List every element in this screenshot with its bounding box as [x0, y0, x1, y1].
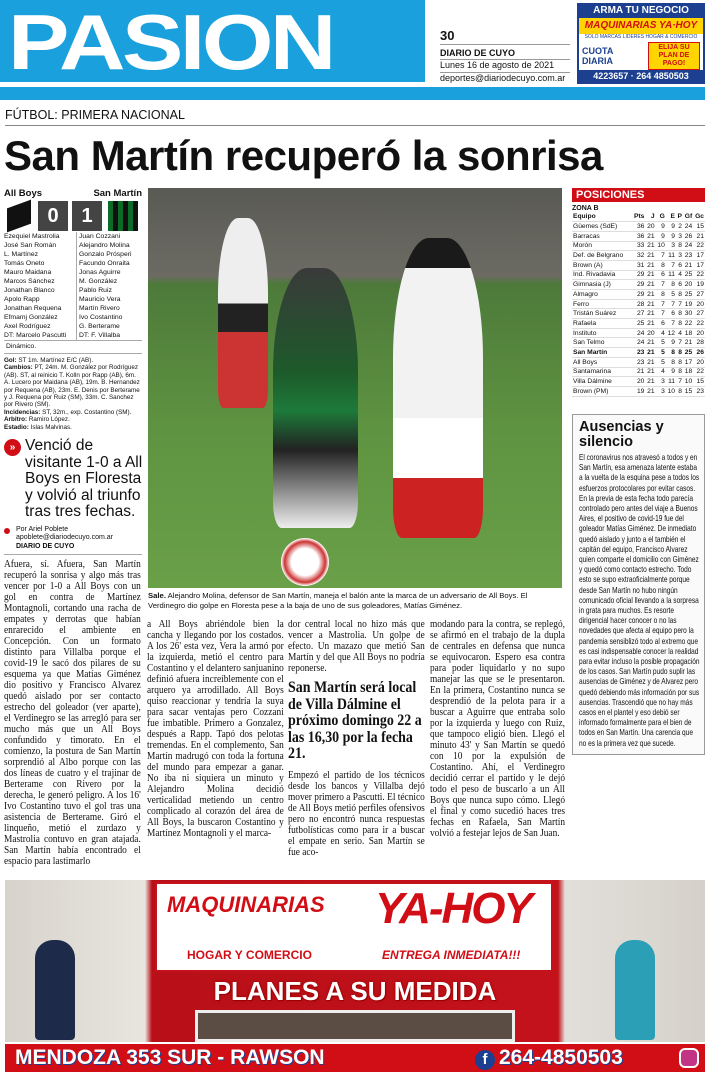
stat-cell: 5 [656, 338, 666, 348]
stat-cell: 8 [676, 319, 683, 329]
stat-cell: 23 [632, 357, 645, 367]
stat-cell: 21 [693, 231, 705, 241]
stat-cell: 8 [656, 260, 666, 270]
stat-cell: 11 [666, 251, 676, 261]
coach: DT: F. Villalba [79, 332, 121, 339]
stat-cell: 21 [647, 232, 655, 240]
team-name: Brown (A) [572, 260, 632, 270]
stat-cell: 7 [676, 338, 683, 348]
stat-cell: 3 [676, 231, 683, 241]
detail-text: ST 1m. Martínez E/C (AB). [16, 357, 94, 364]
team-name: San Telmo [572, 338, 632, 348]
san-martin-crest-icon [108, 201, 138, 231]
stat-cell: 21 [647, 300, 655, 308]
standings-row [572, 290, 705, 300]
stat-cell: 9 [666, 222, 676, 232]
stat-cell: 8 [676, 241, 683, 251]
page-number: 30 [440, 30, 570, 45]
stat-cell: 19 [693, 280, 705, 290]
standings-row [572, 328, 705, 338]
stat-cell: 8 [656, 290, 666, 300]
match-details [4, 357, 142, 431]
stat-cell: 27 [632, 309, 645, 319]
detail-label: Arbitro: [4, 416, 28, 424]
standings-row [572, 241, 705, 251]
stat-cell: 32 [632, 251, 645, 261]
player: Mauricio Vera [79, 296, 121, 303]
team-name: Instituto [572, 328, 632, 338]
standings-title: POSICIONES [572, 188, 705, 202]
stat-cell: 15 [693, 377, 705, 387]
ad-slogan: PLANES A SU MEDIDA [213, 976, 497, 1006]
storefront [195, 1010, 515, 1042]
stat-cell: 21 [684, 339, 693, 347]
detail-text: Ramiro López. [27, 416, 70, 424]
ad-brand: MAQUINARIAS YA·HOY [579, 18, 703, 34]
stat-cell: 5 [656, 357, 666, 367]
stat-cell: 3 [666, 241, 676, 251]
standings-row [572, 260, 705, 270]
publication-name: DIARIO DE CUYO [440, 48, 570, 60]
away-team: San Martín [93, 188, 142, 199]
stat-cell: 21 [647, 261, 655, 269]
stat-cell: 6 [656, 319, 666, 329]
stat-cell: 23 [684, 252, 693, 260]
team-name: Rafaela [572, 319, 632, 329]
stat-cell: 5 [656, 348, 666, 358]
stat-cell: 28 [693, 338, 705, 348]
team-name: Def. de Belgrano [572, 251, 632, 261]
bullet-icon [4, 528, 10, 534]
stat-cell: 20 [693, 299, 705, 309]
ad-brand-1: MAQUINARIAS [167, 892, 325, 917]
match-summary: Dinámico. [4, 341, 142, 354]
stat-cell: 21 [647, 378, 655, 386]
standings-row [572, 338, 705, 348]
stat-cell: 7 [656, 309, 666, 319]
section-email[interactable]: deportes@diariodecuyo.com.ar [440, 72, 570, 84]
ad-address-bar [5, 1042, 705, 1072]
section-logo: PASION [8, 0, 333, 86]
stat-cell: 9 [656, 231, 666, 241]
subheading: San Martín será local de Villa Dálmine el próximo domingo 22 a las 16,30 por la fecha 21. [288, 679, 422, 762]
detail-label: Incidencias: [4, 408, 41, 416]
section-label: FÚTBOL: PRIMERA NACIONAL [5, 108, 705, 126]
stat-cell: 8 [676, 290, 683, 300]
stat-cell: 21 [632, 367, 645, 377]
pullquote-text: Venció de visitante 1-0 a All Boys en Floresta y volvió al triunfo tras tres fechas. [25, 437, 143, 521]
issue-date: Lunes 16 de agosto de 2021 [440, 60, 555, 70]
standings-row [572, 280, 705, 290]
page-info [440, 30, 570, 84]
stat-cell: 21 [647, 252, 655, 260]
player: Jonas Aguirre [79, 269, 121, 276]
stat-cell: 24 [684, 223, 693, 231]
stat-cell: 6 [676, 280, 683, 290]
player: Jonathan Blanco [4, 287, 55, 294]
stat-cell: 6 [666, 309, 676, 319]
stat-cell: 24 [632, 338, 645, 348]
instagram-icon [679, 1048, 699, 1068]
lineups [4, 232, 142, 341]
sidebar-box [572, 414, 705, 755]
player: Martín Rivero [79, 305, 120, 312]
stat-cell: 8 [676, 357, 683, 367]
stat-cell: 25 [684, 271, 693, 279]
match-photo [148, 188, 562, 588]
stat-cell: 18 [684, 329, 693, 337]
home-score: 0 [38, 201, 68, 231]
stat-cell: 36 [632, 222, 645, 232]
stat-cell: 29 [632, 280, 645, 290]
stat-cell: 21 [647, 358, 655, 366]
player: Axel Rodríguez [4, 323, 51, 330]
detail-label: Estadio: [4, 423, 29, 431]
standings-row [572, 357, 705, 367]
standings-header: P [677, 213, 682, 221]
detail-text: PT, 24m. M. González por Rodríguez (AB). ST, al reinicio T. Kolln por Rapp (AB), 6m. A. Lucero por Maidana (AB), 19m. B. Hernandez por Requena (AB), 23m. E. Denis por Berterame y J. Requena por Ruiz (SM), 33m. C. Sanchez por Rivero (SM). [4, 364, 140, 409]
stat-cell: 20 [693, 328, 705, 338]
team-name: Villa Dálmine [572, 377, 632, 387]
ad-address: MENDOZA 353 SUR - RAWSON [15, 1046, 325, 1069]
stat-cell: 21 [647, 310, 655, 318]
photo-caption [148, 591, 562, 610]
stat-cell: 8 [676, 367, 683, 377]
bottom-advertisement[interactable] [5, 880, 705, 1072]
stat-cell: 8 [676, 386, 683, 396]
author: Por Ariel Poblete [16, 525, 69, 533]
stat-cell: 21 [647, 348, 655, 356]
player: Ezequiel Mastrolia [4, 233, 60, 240]
headline: San Martín recuperó la sonrisa [4, 132, 603, 179]
stat-cell: 9 [666, 231, 676, 241]
stat-cell: 20 [684, 281, 693, 289]
stat-cell: 23 [693, 386, 705, 396]
author-email[interactable]: apoblete@diariodecuyo.com.ar [16, 534, 113, 542]
store-sign [155, 882, 553, 972]
home-team: All Boys [4, 188, 43, 199]
stat-cell: 8 [676, 309, 683, 319]
stat-cell: 27 [693, 309, 705, 319]
sidebar-text: El coronavirus nos atravesó a todos y en San Martín, esa amenaza latente estaba a la vuelta de la esquina pese a todos los esfuerzos protocolares por evitar casos. En la previa de esta fecha todo parecía controlado pero antes del viaje a Buenos Aires, el positivo de covid-19 fue del goleador Matías Giménez. De inmediato quedó aislado y junto a el también el capitán del equipo, Francisco Alvarez quien comparte el domicilio con Giménez y quedó como contacto estrecho. Todo esto se supo extraoficialmente porque desde San Martín no hubo ningún comunicado oficial llevando a la sorpresa in grata para muchos. Es resorte dirigencial hacer conocer o no las novedades que afecta al equipo pero la pandemia sensiblizó todo al extremo que es casi indispensable conocer la realidad para evitar incluso la posible propagación de los casos. San Martín pudo suplir las ausencias de Giménez y de Alvarez pero quedó debiendo más información por sus ausencias. Trascendió que no hay más casos en el plantel y eso debió ser informado formalmente para el bien de todos en San Martín. Una carencia que no es la primera vez que sucede. [579, 453, 700, 748]
facebook-icon: f [475, 1050, 495, 1070]
byline [4, 526, 142, 556]
stat-cell: 26 [684, 232, 693, 240]
team-name: All Boys [572, 357, 632, 367]
player: Juan Cozzani [79, 233, 121, 240]
team-name: Ferro [572, 299, 632, 309]
ad-phone: 264-4850503 [499, 1046, 623, 1069]
stat-cell: 8 [666, 280, 676, 290]
stat-cell: 28 [632, 299, 645, 309]
stat-cell: 25 [684, 290, 693, 298]
detail-label: Gol: [4, 357, 17, 364]
team-name: Gimnasia (J) [572, 280, 632, 290]
stat-cell: 21 [647, 242, 655, 250]
team-name: Almagro [572, 290, 632, 300]
player: Apolo Rapp [4, 296, 40, 303]
left-column [4, 188, 144, 867]
stat-cell: 4 [676, 328, 683, 338]
stat-cell: 20 [647, 329, 655, 337]
player: M. González [79, 278, 118, 285]
caption-text: Alejandro Molina, defensor de San Martín, maneja el balón ante la marca de un adversario de All Boys. El Verdinegro dio golpe en Floresta pese a la baja de uno de sus goleadores, Matías Giménez. [148, 591, 528, 610]
standings-header: Gf [684, 213, 693, 221]
player: Gonzalo Prósperi [79, 251, 132, 258]
stat-cell: 23 [632, 348, 645, 358]
stat-cell: 21 [647, 368, 655, 376]
stat-cell: 7 [666, 299, 676, 309]
article-column-3 [288, 619, 425, 858]
stat-cell: 21 [684, 261, 693, 269]
stat-cell: 3 [676, 251, 683, 261]
stat-cell: 10 [657, 242, 665, 250]
stat-cell: 25 [632, 319, 645, 329]
standings-row [572, 348, 705, 358]
ball [281, 538, 329, 586]
stat-cell: 8 [666, 357, 676, 367]
article-column-2: a All Boys abriéndole bien la cancha y llegando por los costados. A los 26' esta vez, Vera la armó por la izquierda, metió el centro para Costantino y el delantero sanjuanino definió afuera increíblemente con el arquero ya arrodillado. All Boys quiso reaccionar y tendría la suya para sacar ventajas pero Cozzani fue imbatible. Primero a Gonzalez, después a Rapp. Tapó dos pelotas tremendas. En el complemento, San Martín madrugó con toda la fortuna del mundo para empezar a ganar. No iba ni siquiera un minuto y Alejandro Molina decidió verticalidad metiendo un centro complicado al corazón del área de All Boys, la buscaron Costantino y Martínez Montagnoli y el marca- [147, 619, 284, 839]
standings-table [572, 212, 705, 397]
article-text: Empezó el partido de los técnicos desde los bancos y Villalba dejó mover primero a Pascutti. El técnico de All Boys metió perfiles ofensivos pero no encontró nunca respuestas futbolísticas como para ir a buscar el empate en serio. San Martín se fue aco- [288, 769, 425, 858]
scoreboard [4, 188, 142, 232]
stat-cell: 25 [684, 348, 693, 356]
stat-cell: 9 [666, 367, 676, 377]
player: Ivo Costantino [79, 314, 123, 321]
outlet: DIARIO DE CUYO [16, 542, 75, 550]
standings-row [572, 319, 705, 329]
article-column-1: Afuera, sí. Afuera, San Martín recuperó la sonrisa y algo más tras vencer por 1-0 a All Boys con un gol en contra de Martínez Montagnoli, cortando una racha de empates y derrotas que habían enrarecido el ambiente en Concepción. Con un formato distinto para Villalba porque el covid-19 le sacó dos pilares de su esquema ya que Matías Giménez dio positivo y Francisco Alvarez quedó aislado por ser contacto estrecho del goleador (ver aparte), el Verdinegro se las arregló para ser mucho más que un All Boys confundido y timorato. En el comienzo, la postura de San Martín sorprendió al Albo porque con las dos líneas de cuatro y el trajinar de Berterame con Rivero por la derecha, le generó peligro. A los 16' Ivo Costantino tuvo el gol tras una asistencia de Berterame. Giró el linqueño, metió el zurdazo y Mastrolia contuvo en gran atajada. San Martín había encontrado el espacio para lastimarlo [4, 559, 141, 868]
stat-cell: 7 [666, 260, 676, 270]
away-score: 1 [72, 201, 102, 231]
stat-cell: 3 [656, 386, 666, 396]
detail-text: Islas Malvinas. [28, 423, 72, 431]
stat-cell: 19 [632, 386, 645, 396]
stat-cell: 8 [676, 348, 683, 358]
team-name: Brown (PM) [572, 386, 632, 396]
stat-cell: 29 [632, 290, 645, 300]
player: Mauro Maidana [4, 269, 52, 276]
standings-row [572, 299, 705, 309]
standings-row [572, 222, 705, 232]
team-name: San Martín [572, 348, 632, 358]
ad-phones: 4223657 · 264 4850503 [593, 71, 689, 81]
standings [572, 188, 705, 397]
stat-cell: 7 [666, 319, 676, 329]
standings-row [572, 270, 705, 280]
stat-cell: 31 [632, 260, 645, 270]
standings-header: Pts [633, 213, 645, 221]
stat-cell: 3 [656, 377, 666, 387]
stat-cell: 33 [632, 241, 645, 251]
stat-cell: 17 [693, 251, 705, 261]
ad-cuota: CUOTA DIARIA [582, 46, 613, 66]
standings-row [572, 251, 705, 261]
header-divider [0, 87, 705, 100]
stat-cell: 24 [632, 328, 645, 338]
stat-cell: 27 [693, 290, 705, 300]
stat-cell: 22 [684, 319, 693, 327]
caption-lead: Sale. [148, 591, 166, 600]
background-player [218, 218, 268, 408]
team-name: Tristán Suárez [572, 309, 632, 319]
pullquote [4, 438, 144, 521]
stat-cell: 21 [647, 319, 655, 327]
ad-sub-1: HOGAR Y COMERCIO [187, 948, 312, 962]
stat-cell: 21 [647, 271, 655, 279]
stat-cell: 10 [684, 378, 693, 386]
standings-row [572, 231, 705, 241]
stat-cell: 20 [632, 377, 645, 387]
stat-cell: 7 [656, 299, 666, 309]
stat-cell: 22 [693, 319, 705, 329]
player: Tomás Oneto [4, 260, 45, 267]
player: José San Román [4, 242, 57, 249]
stat-cell: 10 [667, 387, 676, 395]
stat-cell: 6 [676, 260, 683, 270]
stat-cell: 21 [647, 387, 655, 395]
stat-cell: 17 [693, 260, 705, 270]
stat-cell: 7 [676, 377, 683, 387]
stat-cell: 18 [684, 368, 693, 376]
stat-cell: 9 [666, 338, 676, 348]
stat-cell: 22 [693, 270, 705, 280]
player: L. Martínez [4, 251, 38, 258]
player: Facundo Onraita [79, 260, 130, 267]
stat-cell: 2 [676, 222, 683, 232]
team-name: Barracas [572, 231, 632, 241]
player: Marcos Sánchez [4, 278, 55, 285]
stat-cell: 12 [667, 329, 676, 337]
stat-cell: 7 [656, 251, 666, 261]
standings-row [572, 377, 705, 387]
player: Jonathan Requena [4, 305, 62, 312]
stat-cell: 4 [676, 270, 683, 280]
coach: DT: Marcelo Pascutti [4, 332, 67, 339]
stat-cell: 5 [666, 290, 676, 300]
ad-tagline: SOLO MARCAS LIDERES HOGAR & COMERCIO [584, 34, 698, 40]
stat-cell: 20 [647, 223, 655, 231]
stat-cell: 29 [632, 270, 645, 280]
player: Pablo Ruiz [79, 287, 112, 294]
player: Alejandro Molina [79, 242, 130, 249]
stat-cell: 21 [647, 281, 655, 289]
stat-cell: 24 [684, 242, 693, 250]
sidebar-title: Ausencias y silencio [579, 419, 664, 450]
player-all-boys [393, 238, 483, 538]
stat-cell: 22 [693, 241, 705, 251]
stat-cell: 4 [656, 328, 666, 338]
stat-cell: 7 [656, 280, 666, 290]
standings-row [572, 309, 705, 319]
stat-cell: 19 [684, 300, 693, 308]
article-text: dor central local no hizo más que vencer a Mastrolia. Un golpe de efecto. Un mazazo que metió San Martín y del que All Boys no podría reponerse. [288, 619, 425, 674]
stat-cell: 15 [684, 387, 693, 395]
standings-header: Gc [695, 213, 704, 221]
stat-cell: 26 [693, 348, 705, 358]
stat-cell: 6 [656, 270, 666, 280]
standings-header: J [645, 212, 655, 222]
standings-header: E [666, 212, 676, 222]
stat-cell: 9 [656, 222, 666, 232]
stat-cell: 22 [693, 367, 705, 377]
standings-header: G [656, 212, 666, 222]
stat-cell: 11 [666, 270, 676, 280]
stat-cell: 7 [676, 299, 683, 309]
stat-cell: 15 [693, 222, 705, 232]
ad-sub-2: ENTREGA INMEDIATA!!! [382, 948, 521, 962]
stat-cell: 17 [684, 358, 693, 366]
ad-brand-2: YA-HOY [375, 884, 531, 933]
article-column-4: modando para la contra, se replegó, se afirmó en el trabajo de la dupla de centrales en defensa que nunca se equivocaron. Espero esa contra para poder liquidarlo y no supo manejar las que se le presentaron. En la primera, Costantino nunca se desprendió de la pelota para ir a buscar a Aguirre que entraba solo por la izquierda y luego con Ruiz, que tampoco eligió bien. Llegó el minuto 43' y San Martín se quedó con 10 por la expulsión de Costantino. Ahí, el Verdinegro decidió cerrar el partido y le dejó todo el peso de buscarlo a un All Boys que nunca supo cómo. Llegó el final y como sucedió haces tres fechas en Rafaela, San Martín volvió a festejar lejos de San Juan. [430, 619, 565, 839]
team-name: Güemes (SdE) [572, 222, 632, 232]
away-lineup [76, 232, 142, 340]
standings-zone: ZONA B [572, 205, 599, 212]
double-chevron-icon: » [4, 439, 21, 456]
team-name: Morón [572, 241, 632, 251]
ad-title: ARMA TU NEGOCIO [593, 5, 689, 16]
stat-cell: 36 [632, 231, 645, 241]
team-name: Ind. Rivadavia [572, 270, 632, 280]
ad-elija: ELIJA SU PLAN DE PAGO! [648, 42, 700, 70]
stat-cell: 21 [647, 339, 655, 347]
player: G. Berterame [79, 323, 120, 330]
stat-cell: 30 [684, 310, 693, 318]
team-name: Santamarina [572, 367, 632, 377]
top-advertisement[interactable] [577, 3, 705, 84]
all-boys-crest-icon [7, 200, 31, 233]
stat-cell: 4 [656, 367, 666, 377]
home-lineup [4, 232, 76, 340]
stat-cell: 21 [647, 290, 655, 298]
standings-header: Equipo [572, 212, 632, 222]
standings-row [572, 386, 705, 396]
stat-cell: 8 [666, 348, 676, 358]
stat-cell: 20 [693, 357, 705, 367]
detail-text: ST, 32m., exp. Costantino (SM). [40, 408, 132, 416]
stat-cell: 11 [666, 377, 676, 387]
standings-row [572, 367, 705, 377]
player-molina [273, 268, 358, 528]
player: Efmamj González [4, 314, 58, 321]
detail-label: Cambios: [4, 364, 33, 372]
